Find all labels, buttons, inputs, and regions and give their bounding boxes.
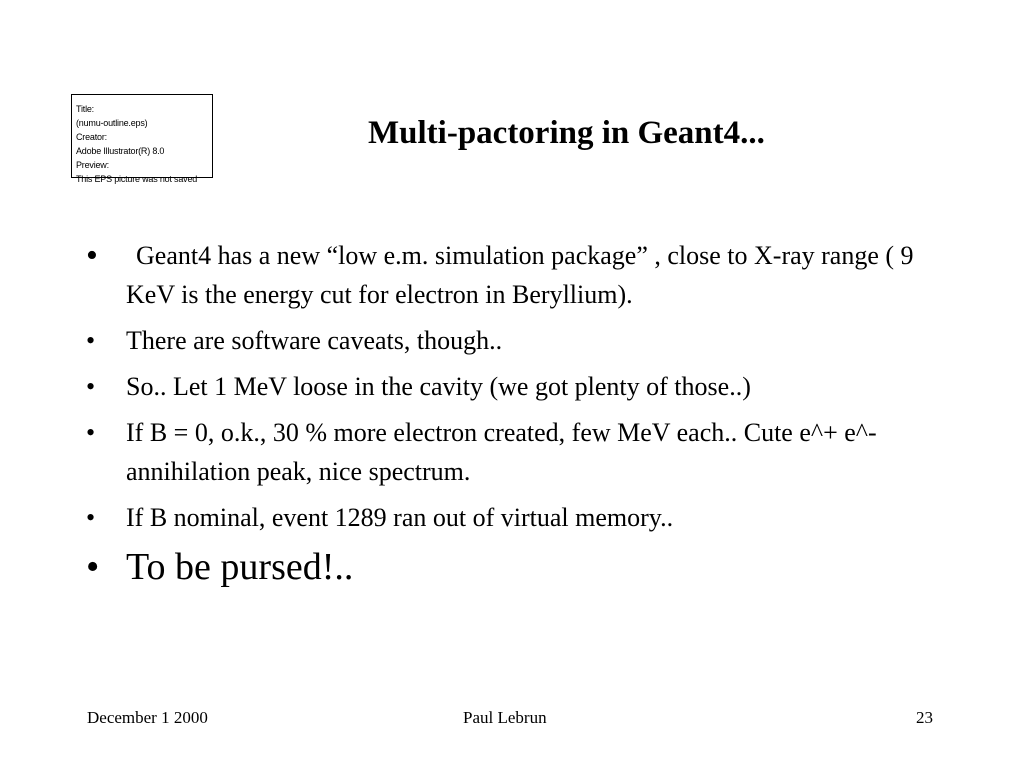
bullet-dot: • — [86, 237, 98, 274]
bullet-item — [86, 498, 946, 537]
eps-preview-placeholder — [71, 94, 213, 184]
bullet-dot: • — [86, 503, 96, 532]
bullet-text: If B nominal, event 1289 ran out of virtual memory.. — [126, 503, 674, 532]
bullet-item — [86, 321, 946, 360]
footer-date: December 1 2000 — [87, 708, 208, 727]
bullet-dot: • — [86, 372, 96, 401]
eps-line-creator-label: Creator: — [76, 132, 107, 142]
bullet-text: Geant4 has a new “low e.m. simulation package” , close to X-ray range ( 9 KeV is the energy cut for electron in Beryllium). — [126, 241, 914, 309]
eps-line-title-label: Title: — [76, 104, 94, 114]
slide-title: Multi-pactoring in Geant4... — [368, 115, 765, 151]
eps-line-preview-label: Preview: — [76, 160, 109, 170]
bullet-dot: • — [86, 546, 100, 588]
bullet-list — [86, 236, 946, 597]
bullet-item — [86, 544, 946, 590]
bullet-item — [86, 367, 946, 406]
bullet-dot: • — [86, 418, 96, 447]
eps-line-creator: Adobe Illustrator(R) 8.0 — [76, 146, 165, 156]
bullet-text: So.. Let 1 MeV loose in the cavity (we got plenty of those..) — [126, 372, 751, 401]
footer-page-number: 23 — [916, 708, 933, 727]
bullet-text: To be pursed!.. — [126, 546, 354, 588]
bullet-text: If B = 0, o.k., 30 % more electron created, few MeV each.. Cute e^+ e^- annihilation peak, nice spectrum. — [126, 418, 877, 486]
bullet-item — [86, 413, 946, 491]
eps-line-preview-note: This EPS picture was not saved — [76, 174, 198, 184]
bullet-item — [86, 236, 946, 314]
bullet-text: There are software caveats, though.. — [126, 326, 503, 355]
bullet-dot: • — [86, 326, 96, 355]
eps-line-filename: (numu-outline.eps) — [76, 118, 148, 128]
footer-author: Paul Lebrun — [463, 708, 547, 727]
